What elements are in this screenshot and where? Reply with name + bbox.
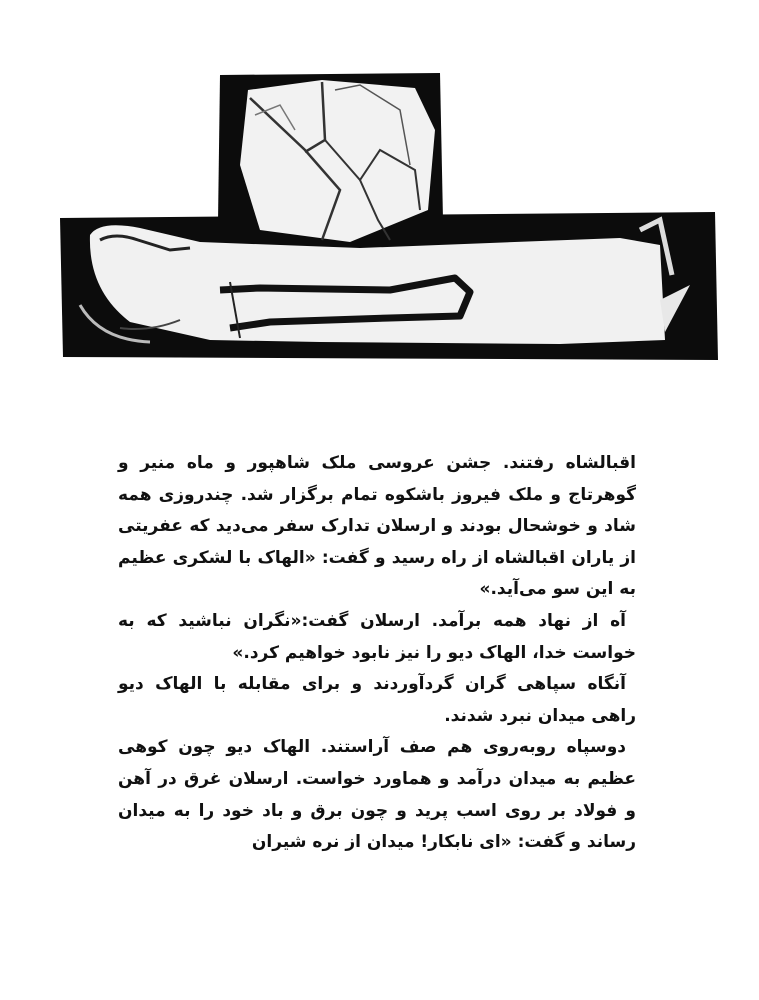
paragraph: دوسپاه روبه‌روی هم صف آراستند. الهاک دیو چون کوهی عظیم به میدان درآمد و هماورد خواست. ارسلان غرق در آهن و فولاد بر روی اسب پرید و چون برق و باد خود را به میدان رساند و گفت: «ای نابکار! میدان از نره شیران [118, 737, 636, 853]
paragraph: آه از نهاد همه برآمد. ارسلان گفت:«نگران نباشید که به خواست خدا، الهاک دیو را نیز نابود خواهیم کرد.» [118, 610, 636, 663]
story-text [118, 448, 636, 859]
ink-painting-icon [60, 70, 720, 370]
ink-illustration [60, 70, 720, 370]
paragraph: آنگاه سپاهی گران گردآوردند و برای مقابله با الهاک دیو راهی میدان نبرد شدند. [118, 674, 636, 726]
paragraph: اقبالشاه رفتند. جشن عروسی ملک شاهپور و ماه منیر و گوهرتاج و ملک فیروز باشکوه تمام برگزار شد. چندروزی همه شاد و خوشحال بودند و ارسلان تدارک سفر می‌دید که عفریتی از یاران اقبالشاه از راه رسید و گفت: «الهاک با لشکری عظیم به این سو می‌آید.» [118, 453, 636, 600]
